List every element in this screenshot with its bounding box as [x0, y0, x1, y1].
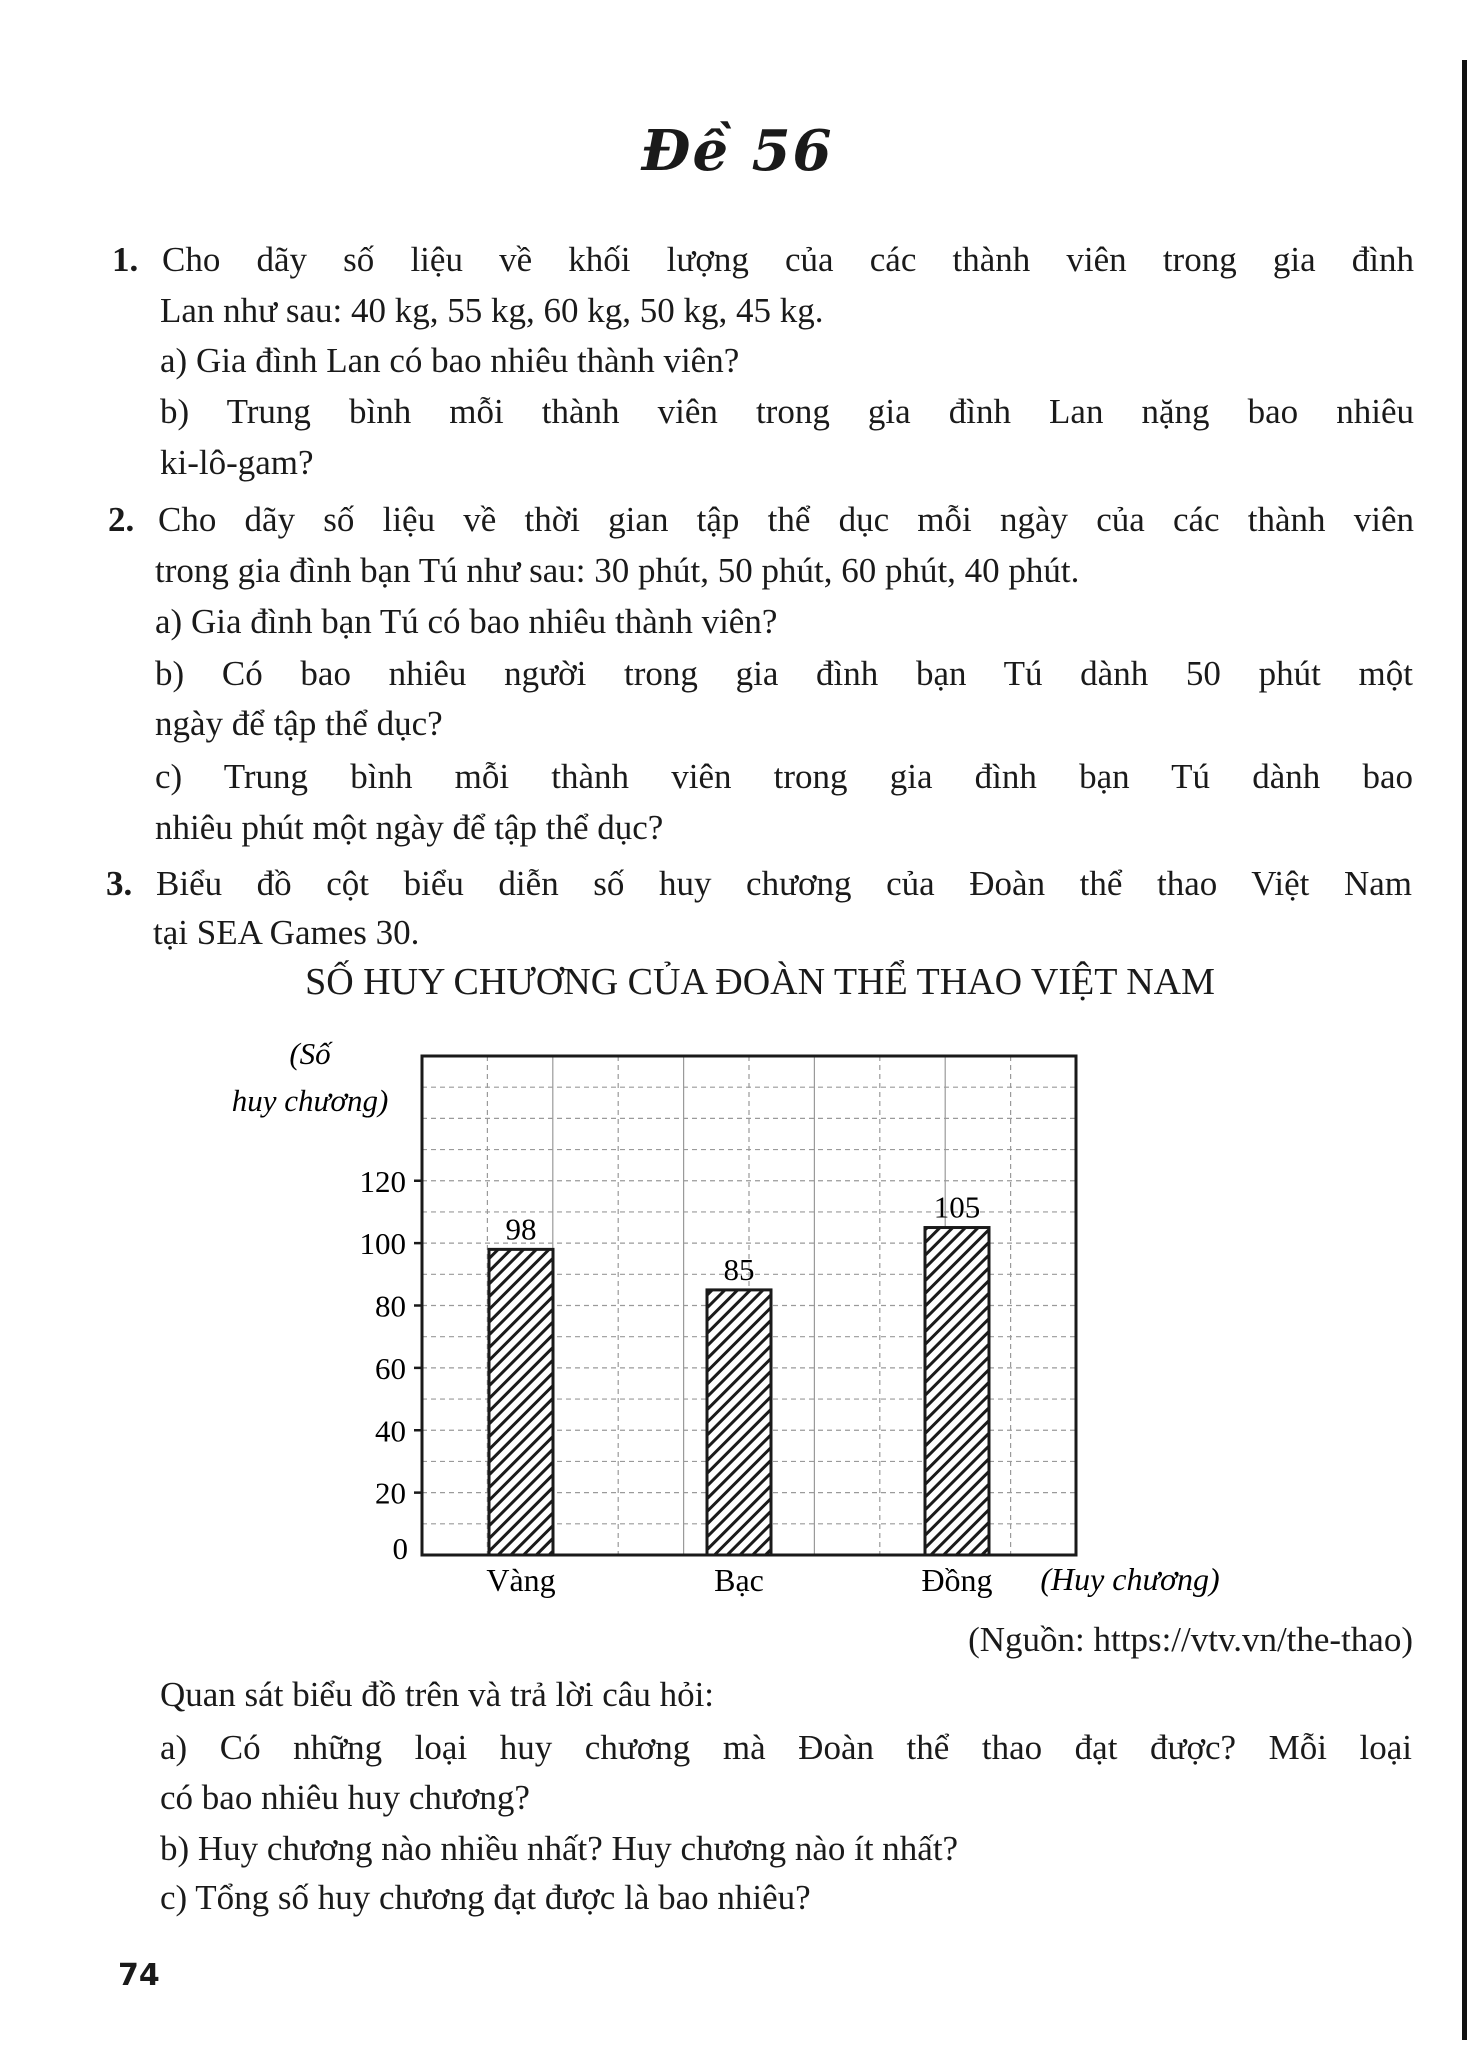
chart-labels: [360, 1164, 993, 1598]
page-number: 74: [118, 1958, 160, 1993]
bar-3: [925, 1228, 989, 1555]
category-label: Đồng: [921, 1562, 993, 1598]
y-tick-label: 20: [375, 1475, 406, 1511]
q3-part-b: b) Huy chương nào nhiều nhất? Huy chương nào ít nhất?: [160, 1829, 959, 1868]
exercise-title: Đề 56: [641, 118, 834, 184]
bar-value-label: 85: [723, 1251, 755, 1287]
q1-text-line2: Lan như sau: 40 kg, 55 kg, 60 kg, 50 kg, 45 kg.: [160, 291, 824, 330]
bar-value-label: 105: [933, 1189, 981, 1225]
q1-text-line1: Cho dãy số liệu về khối lượng của các thành viên trong gia đình: [162, 240, 1414, 279]
q2-part-b-line2: ngày để tập thể dục?: [155, 704, 443, 743]
y-axis-label-line1: (Số: [289, 1036, 331, 1071]
q2-number: 2.: [108, 500, 135, 539]
q2-part-c-line2: nhiêu phút một ngày để tập thể dục?: [155, 808, 664, 847]
y-tick-label: 100: [359, 1226, 406, 1262]
q1-part-b-line1: b) Trung bình mỗi thành viên trong gia đình Lan nặng bao nhiêu: [160, 392, 1414, 431]
q3-part-a-line2: có bao nhiêu huy chương?: [160, 1778, 530, 1817]
category-label: Bạc: [714, 1562, 764, 1598]
q1-part-b-line2: ki-lô-gam?: [160, 443, 314, 482]
x-axis-label: (Huy chương): [1040, 1561, 1220, 1597]
y-tick-label: 0: [392, 1531, 408, 1566]
y-tick-label: 120: [359, 1163, 406, 1199]
q3-number: 3.: [106, 864, 133, 903]
q3-part-a-line1: a) Có những loại huy chương mà Đoàn thể thao đạt được? Mỗi loại: [160, 1728, 1412, 1767]
q2-part-c-line1: c) Trung bình mỗi thành viên trong gia đình bạn Tú dành bao: [155, 757, 1413, 796]
q3-part-c: c) Tổng số huy chương đạt được là bao nhiêu?: [160, 1878, 811, 1917]
q2-part-b-line1: b) Có bao nhiêu người trong gia đình bạn Tú dành 50 phút một: [155, 654, 1413, 693]
q2-text-line1: Cho dãy số liệu về thời gian tập thể dục mỗi ngày của các thành viên: [158, 500, 1414, 539]
bar-1: [489, 1249, 553, 1555]
bar-value-label: 98: [505, 1211, 537, 1247]
q2-part-a: a) Gia đình bạn Tú có bao nhiêu thành viên?: [155, 602, 778, 641]
category-label: Vàng: [486, 1562, 556, 1598]
q3-text-line2: tại SEA Games 30.: [153, 913, 420, 952]
q3-intro: Quan sát biểu đồ trên và trả lời câu hỏi:: [160, 1675, 715, 1714]
medal-bar-chart: [0, 1020, 1475, 1660]
q3-text-line1: Biểu đồ cột biểu diễn số huy chương của Đoàn thể thao Việt Nam: [156, 864, 1412, 903]
bar-2: [707, 1290, 771, 1555]
y-axis-label-line2: huy chương): [231, 1083, 389, 1118]
q1-part-a: a) Gia đình Lan có bao nhiêu thành viên?: [160, 341, 740, 380]
chart-source: (Nguồn: https://vtv.vn/the-thao): [968, 1620, 1413, 1659]
chart-title: SỐ HUY CHƯƠNG CỦA ĐOÀN THỂ THAO VIỆT NAM: [305, 961, 1215, 1003]
y-tick-label: 80: [375, 1288, 406, 1324]
q2-text-line2: trong gia đình bạn Tú như sau: 30 phút, 50 phút, 60 phút, 40 phút.: [155, 551, 1080, 590]
y-tick-label: 60: [375, 1350, 406, 1386]
q1-number: 1.: [112, 240, 139, 279]
y-tick-label: 40: [375, 1413, 406, 1449]
